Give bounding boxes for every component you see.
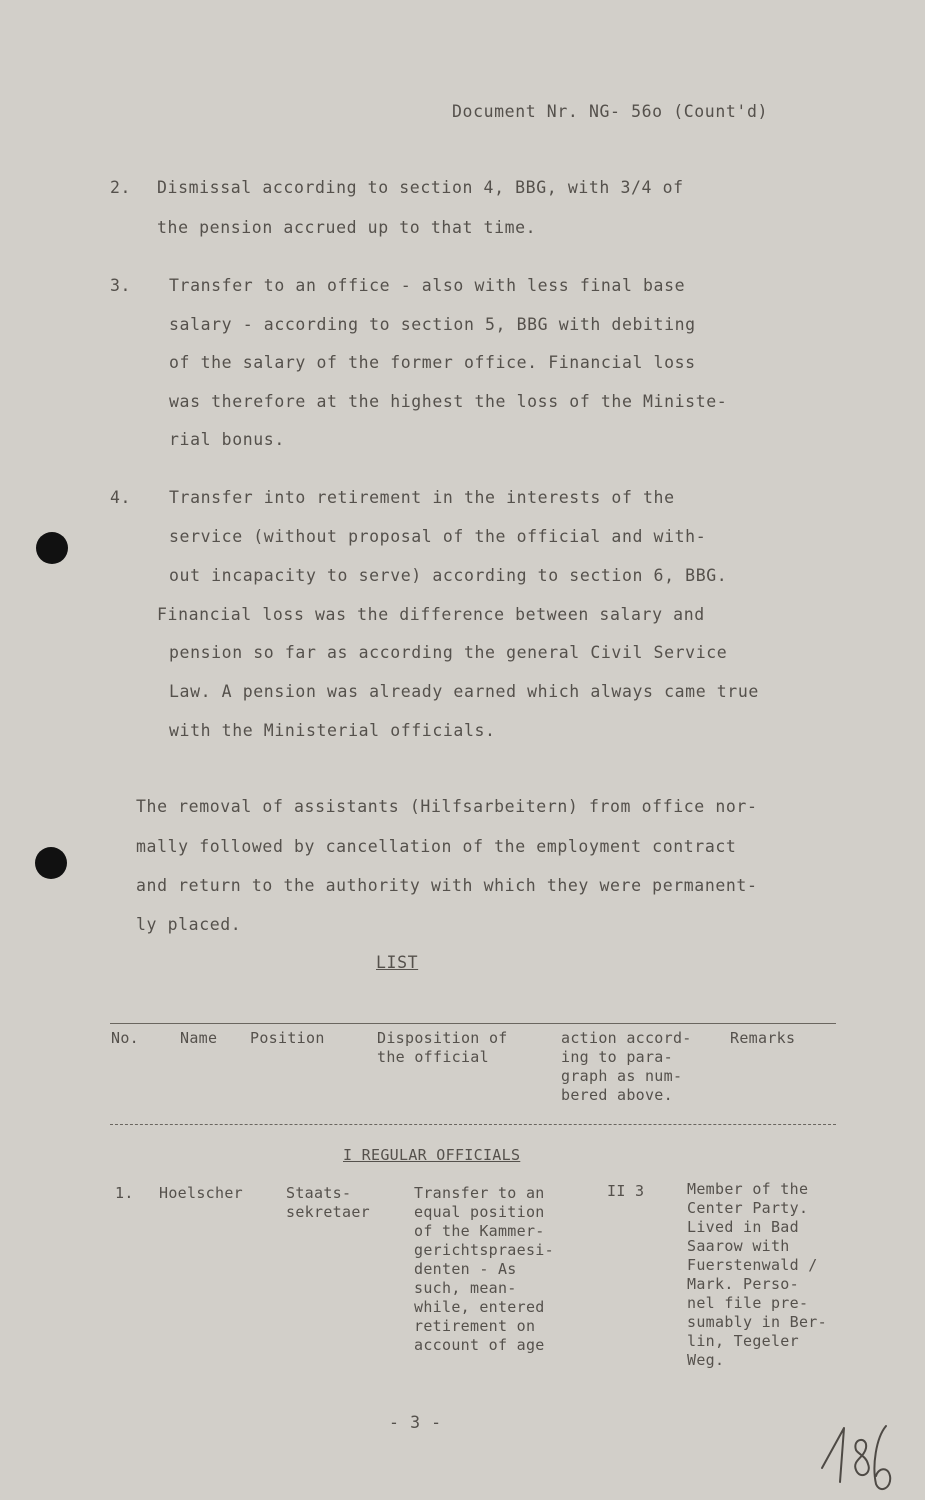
item-number: 4.: [110, 488, 132, 507]
page-number: - 3 -: [389, 1413, 442, 1432]
item-number: 2.: [110, 178, 132, 197]
row-remarks: Center Party.: [687, 1199, 809, 1217]
row-remarks: sumably in Ber-: [687, 1313, 827, 1331]
row-disposition: denten - As: [414, 1260, 517, 1278]
table-header-rule: [110, 1124, 836, 1125]
row-disposition: of the Kammer-: [414, 1222, 545, 1240]
item-line: Transfer to an office - also with less final base: [169, 276, 686, 295]
item-line: Transfer into retirement in the interests of the: [169, 488, 675, 507]
item-line: rial bonus.: [169, 430, 285, 449]
row-remarks: Weg.: [687, 1351, 725, 1369]
paragraph-line: ly placed.: [136, 915, 242, 934]
list-heading: LIST: [376, 953, 419, 972]
header-no: No.: [111, 1029, 139, 1047]
row-action: II 3: [607, 1182, 645, 1200]
row-disposition: such, mean-: [414, 1279, 517, 1297]
paragraph-line: The removal of assistants (Hilfsarbeitern) from office nor-: [136, 797, 758, 816]
item-line: with the Ministerial officials.: [169, 721, 496, 740]
item-line: Dismissal according to section 4, BBG, with 3/4 of: [157, 178, 684, 197]
punch-hole-top: [36, 532, 68, 564]
header-action: graph as num-: [561, 1067, 683, 1085]
row-disposition: gerichtspraesi-: [414, 1241, 554, 1259]
row-disposition: Transfer to an: [414, 1184, 545, 1202]
row-position: Staats-: [286, 1184, 352, 1202]
row-disposition: while, entered: [414, 1298, 545, 1316]
header-action: ing to para-: [561, 1048, 673, 1066]
paragraph-line: mally followed by cancellation of the employment contract: [136, 837, 737, 856]
row-disposition: retirement on: [414, 1317, 536, 1335]
header-position: Position: [250, 1029, 325, 1047]
header-action: action accord-: [561, 1029, 692, 1047]
item-number: 3.: [110, 276, 132, 295]
punch-hole-bottom: [35, 847, 67, 879]
item-line: pension so far as according the general Civil Service: [169, 643, 728, 662]
row-no: 1.: [115, 1184, 134, 1202]
item-line: Law. A pension was already earned which always came true: [169, 682, 759, 701]
row-name: Hoelscher: [159, 1184, 243, 1202]
header-name: Name: [180, 1029, 218, 1047]
item-line: was therefore at the highest the loss of the Ministe-: [169, 392, 728, 411]
item-line: service (without proposal of the official and with-: [169, 527, 707, 546]
handwritten-number: [812, 1408, 902, 1498]
section-title: I REGULAR OFFICIALS: [343, 1146, 521, 1164]
item-line: salary - according to section 5, BBG with debiting: [169, 315, 696, 334]
paragraph-line: and return to the authority with which they were permanent-: [136, 876, 758, 895]
header-disposition: Disposition of: [377, 1029, 508, 1047]
item-line: Financial loss was the difference between salary and: [157, 605, 705, 624]
row-remarks: Lived in Bad: [687, 1218, 799, 1236]
row-remarks: lin, Tegeler: [687, 1332, 799, 1350]
row-remarks: Saarow with: [687, 1237, 790, 1255]
item-line: out incapacity to serve) according to section 6, BBG.: [169, 566, 728, 585]
row-remarks: nel file pre-: [687, 1294, 809, 1312]
header-remarks: Remarks: [730, 1029, 796, 1047]
row-disposition: equal position: [414, 1203, 545, 1221]
header-action: bered above.: [561, 1086, 673, 1104]
document-reference: Document Nr. NG- 56o (Count'd): [452, 102, 769, 121]
table-top-rule: [110, 1023, 836, 1024]
header-disposition: the official: [377, 1048, 489, 1066]
item-line: the pension accrued up to that time.: [157, 218, 537, 237]
item-line: of the salary of the former office. Financial loss: [169, 353, 696, 372]
row-remarks: Mark. Perso-: [687, 1275, 799, 1293]
row-disposition: account of age: [414, 1336, 545, 1354]
row-remarks: Member of the: [687, 1180, 809, 1198]
row-position: sekretaer: [286, 1203, 370, 1221]
row-remarks: Fuerstenwald /: [687, 1256, 818, 1274]
